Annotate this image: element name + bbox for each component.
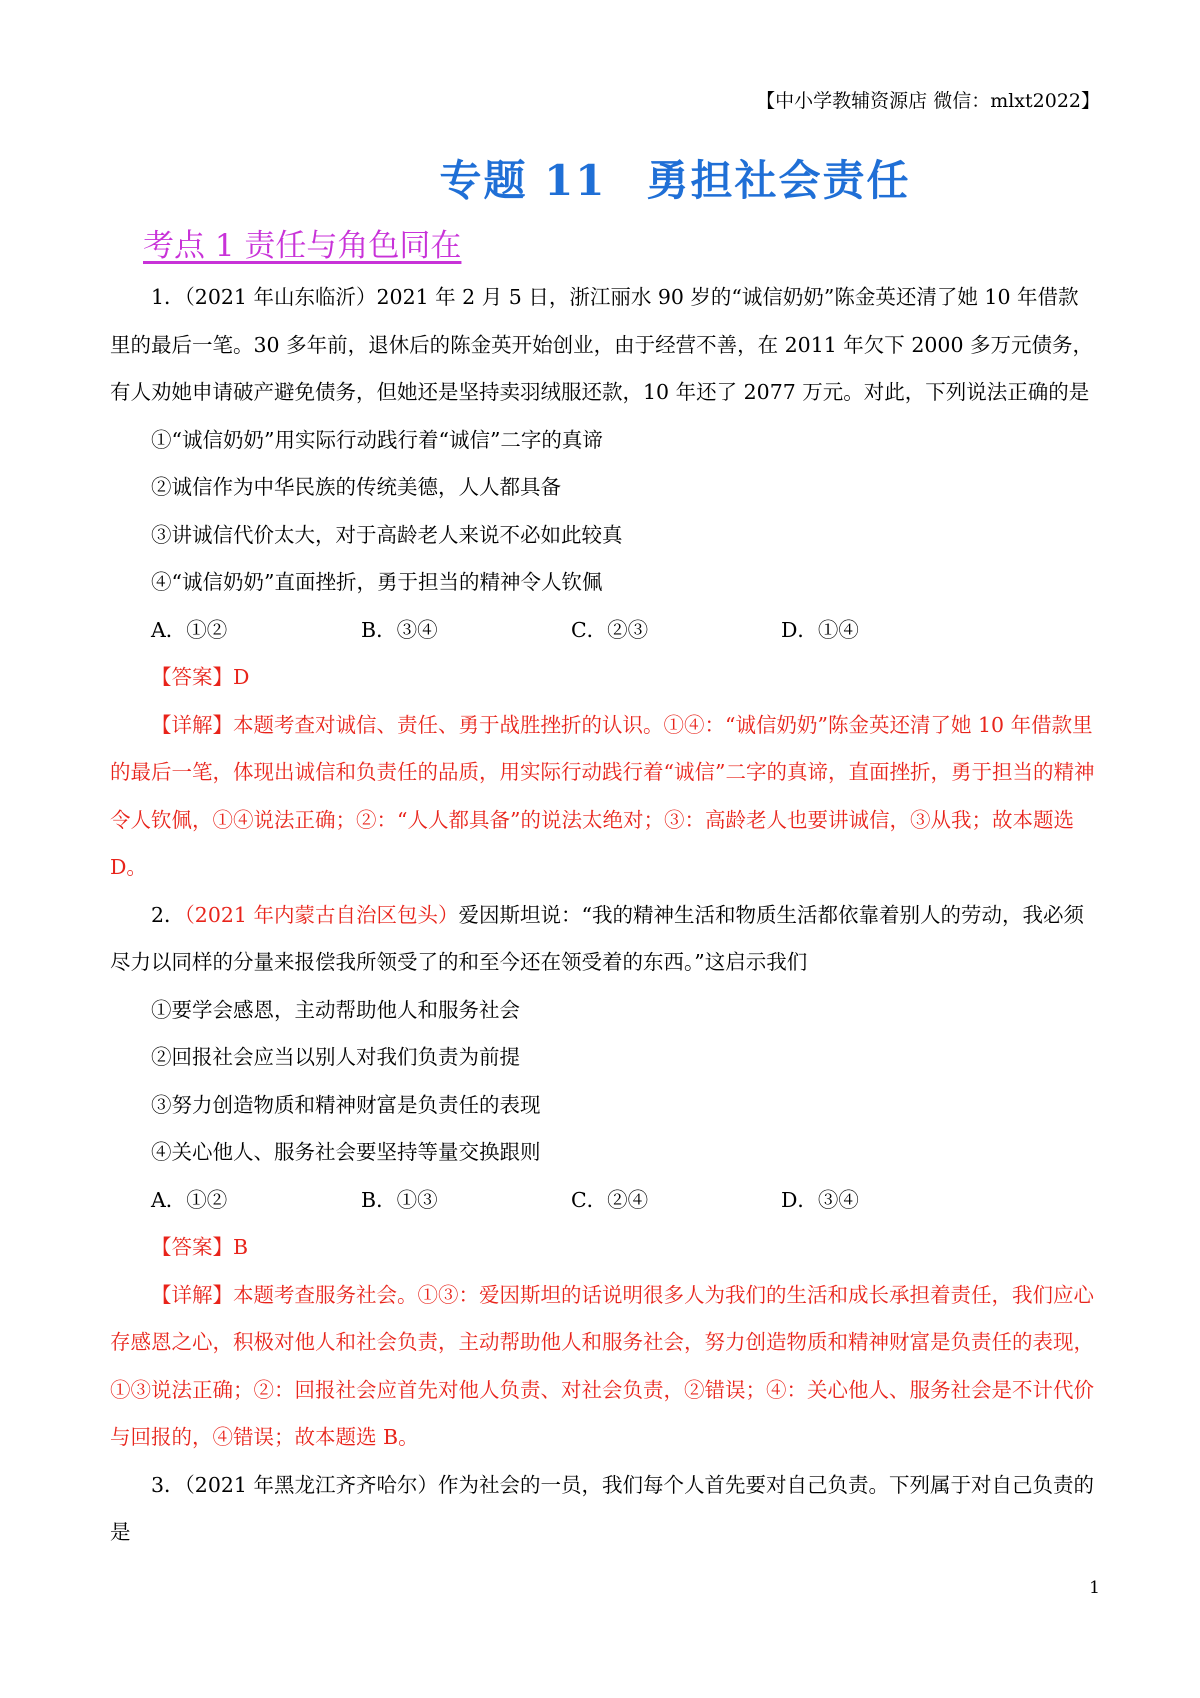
page-number: 1 [1089,1578,1100,1598]
page-title [0,148,1200,208]
q2-number: 2． [151,902,185,927]
question-content [110,274,1096,1557]
q2-option-4: ④关心他人、服务社会要坚持等量交换跟则 [151,1140,541,1164]
q2-source: （2021 年内蒙古自治区包头） [184,902,459,927]
q1-choice-c: C．②③ [571,617,649,642]
q2-answer: 【答案】B [151,1235,249,1259]
section-heading: 考点 1 责任与角色同在 [143,228,462,264]
q2-explanation: 【详解】本题考查服务社会。①③：爱因斯坦的话说明很多人为我们的生活和成长承担着责任，我们应心存感恩之心，积极对他人和社会负责，主动帮助他人和服务社会，努力创造物质和精神财富是负责任的表现，①③说法正确；②：回报社会应首先对他人负责、对社会负责，②错误；④：关心他人、服务社会是不计代价与回报的，④错误；故本题选 B。 [110,1282,1094,1449]
q1-choice-d: D．①④ [781,617,859,642]
q1-option-2: ②诚信作为中华民族的传统美德，人人都具备 [151,475,561,499]
q1-choice-a: A．①② [151,617,228,642]
q2-choice-a: A．①② [151,1187,228,1212]
q2-option-1: ①要学会感恩，主动帮助他人和服务社会 [151,997,520,1022]
q3-stem: 3．（2021 年黑龙江齐齐哈尔）作为社会的一员，我们每个人首先要对自己负责。下列属于对自己负责的是 [110,1472,1094,1544]
q1-option-3: ③讲诚信代价太大，对于高龄老人来说不必如此较真 [151,522,623,547]
q1-option-1: ①“诚信奶奶”用实际行动践行着“诚信”二字的真谛 [151,427,603,452]
q1-choice-b: B．③④ [361,617,438,642]
header-watermark: 【中小学教辅资源店 微信：mlxt2022】 [756,90,1100,112]
q1-option-4: ④“诚信奶奶”直面挫折，勇于担当的精神令人钦佩 [151,570,603,594]
q2-option-2: ②回报社会应当以别人对我们负责为前提 [151,1045,520,1069]
q2-choice-d: D．③④ [781,1187,859,1212]
q2-choices [110,1177,1096,1225]
title-part-1: 专题 11 [439,156,607,205]
q2-choice-c: C．②④ [571,1187,649,1212]
title-part-2: 勇担社会责任 [646,156,911,205]
q1-explanation: 【详解】本题考查对诚信、责任、勇于战胜挫折的认识。①④：“诚信奶奶”陈金英还清了她 10 年借款里的最后一笔，体现出诚信和负责任的品质，用实际行动践行着“诚信”二字的真谛，直面挫折，勇于担当的精神令人钦佩，①④说法正确；②：“人人都具备”的说法太绝对；③：高龄老人也要讲诚信，③从我；故本题选 D。 [110,712,1095,879]
q1-stem: 1．（2021 年山东临沂）2021 年 2 月 5 日，浙江丽水 90 岁的“诚信奶奶”陈金英还清了她 10 年借款里的最后一笔。30 多年前，退休后的陈金英开始创业，由于经营不善，在 2011 年欠下 2000 多万元债务，有人劝她申请破产避免债务，但她还是坚持卖羽绒服还款，10 年还了 2077 万元。对此，下列说法正确的是 [110,285,1094,404]
q2-choice-b: B．①③ [361,1187,438,1212]
q1-choices [110,607,1096,655]
q2-option-3: ③努力创造物质和精神财富是负责任的表现 [151,1092,541,1117]
q1-answer: 【答案】D [151,665,250,689]
q2-stem-text: 爱因斯坦说：“我的精神生活和物质生活都依靠着别人的劳动，我必须尽力以同样的分量来报偿我所领受了的和至今还在领受着的东西。”这启示我们 [110,902,1084,974]
q2-stem [110,892,1096,987]
